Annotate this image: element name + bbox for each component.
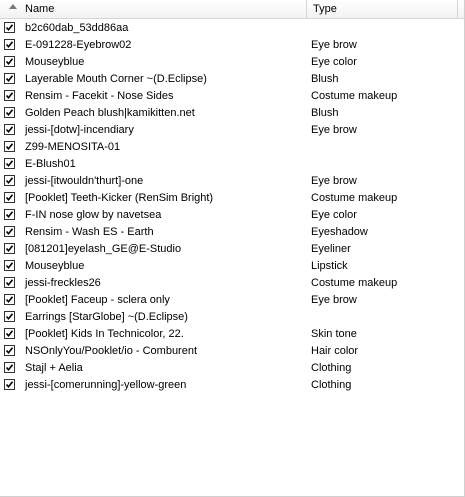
- item-type: Eye color: [311, 209, 357, 221]
- item-name: Earrings [StarGlobe] ~(D.Eclipse): [25, 311, 188, 323]
- list-item[interactable]: [0, 258, 464, 275]
- checkmark-icon: [5, 363, 14, 372]
- checkmark-icon: [5, 380, 14, 389]
- list-item[interactable]: [0, 275, 464, 292]
- item-name: E-091228-Eyebrow02: [25, 39, 132, 51]
- item-checkbox[interactable]: [4, 311, 15, 322]
- column-header-name[interactable]: Name: [0, 0, 307, 18]
- item-name: [081201]eyelash_GE@E-Studio: [25, 243, 182, 255]
- item-type: Blush: [311, 107, 339, 119]
- item-type: Skin tone: [311, 328, 357, 340]
- item-checkbox[interactable]: [4, 192, 15, 203]
- checkmark-icon: [5, 329, 14, 338]
- checkmark-icon: [5, 108, 14, 117]
- item-type: Eye brow: [311, 39, 357, 51]
- checkmark-icon: [5, 210, 14, 219]
- item-type: Costume makeup: [311, 192, 398, 204]
- item-name: Rensim - Wash ES - Earth: [25, 226, 154, 238]
- item-type: Eyeliner: [311, 243, 351, 255]
- item-checkbox[interactable]: [4, 39, 15, 50]
- list-item[interactable]: [0, 224, 464, 241]
- item-type: Costume makeup: [311, 277, 398, 289]
- checkmark-icon: [5, 23, 14, 32]
- checkmark-icon: [5, 142, 14, 151]
- list-item[interactable]: [0, 88, 464, 105]
- list-item[interactable]: [0, 309, 464, 326]
- item-name: jessi-freckles26: [25, 277, 101, 289]
- item-name: [Pooklet] Teeth-Kicker (RenSim Bright): [25, 192, 214, 204]
- checkmark-icon: [5, 176, 14, 185]
- item-name: Layerable Mouth Corner ~(D.Eclipse): [25, 73, 207, 85]
- checkmark-icon: [5, 227, 14, 236]
- item-name: Rensim - Facekit - Nose Sides: [25, 90, 174, 102]
- list-item[interactable]: [0, 54, 464, 71]
- item-checkbox[interactable]: [4, 362, 15, 373]
- list-header: [0, 0, 464, 19]
- item-checkbox[interactable]: [4, 277, 15, 288]
- checkmark-icon: [5, 244, 14, 253]
- list-item[interactable]: [0, 20, 464, 37]
- list-item[interactable]: [0, 173, 464, 190]
- item-checkbox[interactable]: [4, 226, 15, 237]
- item-type: Costume makeup: [311, 90, 398, 102]
- item-checkbox[interactable]: [4, 158, 15, 169]
- item-checkbox[interactable]: [4, 328, 15, 339]
- item-type: Eye brow: [311, 294, 357, 306]
- item-name: [Pooklet] Faceup - sclera only: [25, 294, 170, 306]
- item-type: Eye color: [311, 56, 357, 68]
- list-item[interactable]: [0, 122, 464, 139]
- item-name: Mouseyblue: [25, 260, 85, 272]
- item-type: Lipstick: [311, 260, 348, 272]
- item-checkbox[interactable]: [4, 379, 15, 390]
- item-type: Clothing: [311, 379, 352, 391]
- item-name: NSOnlyYou/Pooklet/io - Comburent: [25, 345, 198, 357]
- item-checkbox[interactable]: [4, 107, 15, 118]
- checkmark-icon: [5, 193, 14, 202]
- item-name: Mouseyblue: [25, 56, 85, 68]
- list-item[interactable]: [0, 241, 464, 258]
- item-name: F-IN nose glow by navetsea: [25, 209, 162, 221]
- list-item[interactable]: [0, 105, 464, 122]
- list-item[interactable]: [0, 190, 464, 207]
- checkmark-icon: [5, 125, 14, 134]
- list-item[interactable]: [0, 360, 464, 377]
- item-name: jessi-[comerunning]-yellow-green: [25, 379, 187, 391]
- item-type: Eye brow: [311, 124, 357, 136]
- checkmark-icon: [5, 91, 14, 100]
- list-item[interactable]: [0, 139, 464, 156]
- item-name: jessi-[dotw]-incendiary: [25, 124, 134, 136]
- list-item[interactable]: [0, 377, 464, 394]
- checkmark-icon: [5, 74, 14, 83]
- checkmark-icon: [5, 278, 14, 287]
- item-name: Stajl + Aelia: [25, 362, 83, 374]
- item-checkbox[interactable]: [4, 243, 15, 254]
- item-type: Eyeshadow: [311, 226, 368, 238]
- item-checkbox[interactable]: [4, 141, 15, 152]
- item-name: b2c60dab_53dd86aa: [25, 22, 129, 34]
- item-name: E-Blush01: [25, 158, 76, 170]
- list-item[interactable]: [0, 37, 464, 54]
- list-item[interactable]: [0, 156, 464, 173]
- item-checkbox[interactable]: [4, 260, 15, 271]
- item-checkbox[interactable]: [4, 56, 15, 67]
- item-checkbox[interactable]: [4, 209, 15, 220]
- list-item[interactable]: [0, 207, 464, 224]
- item-checkbox[interactable]: [4, 73, 15, 84]
- list-item[interactable]: [0, 71, 464, 88]
- checkmark-icon: [5, 346, 14, 355]
- checkmark-icon: [5, 159, 14, 168]
- checkmark-icon: [5, 295, 14, 304]
- list-item[interactable]: [0, 292, 464, 309]
- item-checkbox[interactable]: [4, 124, 15, 135]
- item-name: Z99-MENOSITA-01: [25, 141, 121, 153]
- checkmark-icon: [5, 312, 14, 321]
- item-checkbox[interactable]: [4, 90, 15, 101]
- item-type: Eye brow: [311, 175, 357, 187]
- list-item[interactable]: [0, 326, 464, 343]
- item-name: [Pooklet] Kids In Technicolor, 22.: [25, 328, 184, 340]
- checkmark-icon: [5, 261, 14, 270]
- item-checkbox[interactable]: [4, 345, 15, 356]
- item-name: jessi-[itwouldn'thurt]-one: [25, 175, 144, 187]
- item-checkbox[interactable]: [4, 175, 15, 186]
- checkmark-icon: [5, 57, 14, 66]
- column-header-type[interactable]: Type: [307, 0, 458, 18]
- checkmark-icon: [5, 40, 14, 49]
- list-item[interactable]: [0, 343, 464, 360]
- item-checkbox[interactable]: [4, 294, 15, 305]
- item-type: Blush: [311, 73, 339, 85]
- item-checkbox[interactable]: [4, 22, 15, 33]
- item-type: Hair color: [311, 345, 359, 357]
- list-rows: [0, 20, 464, 394]
- item-type: Clothing: [311, 362, 352, 374]
- item-name: Golden Peach blush|kamikitten.net: [25, 107, 195, 119]
